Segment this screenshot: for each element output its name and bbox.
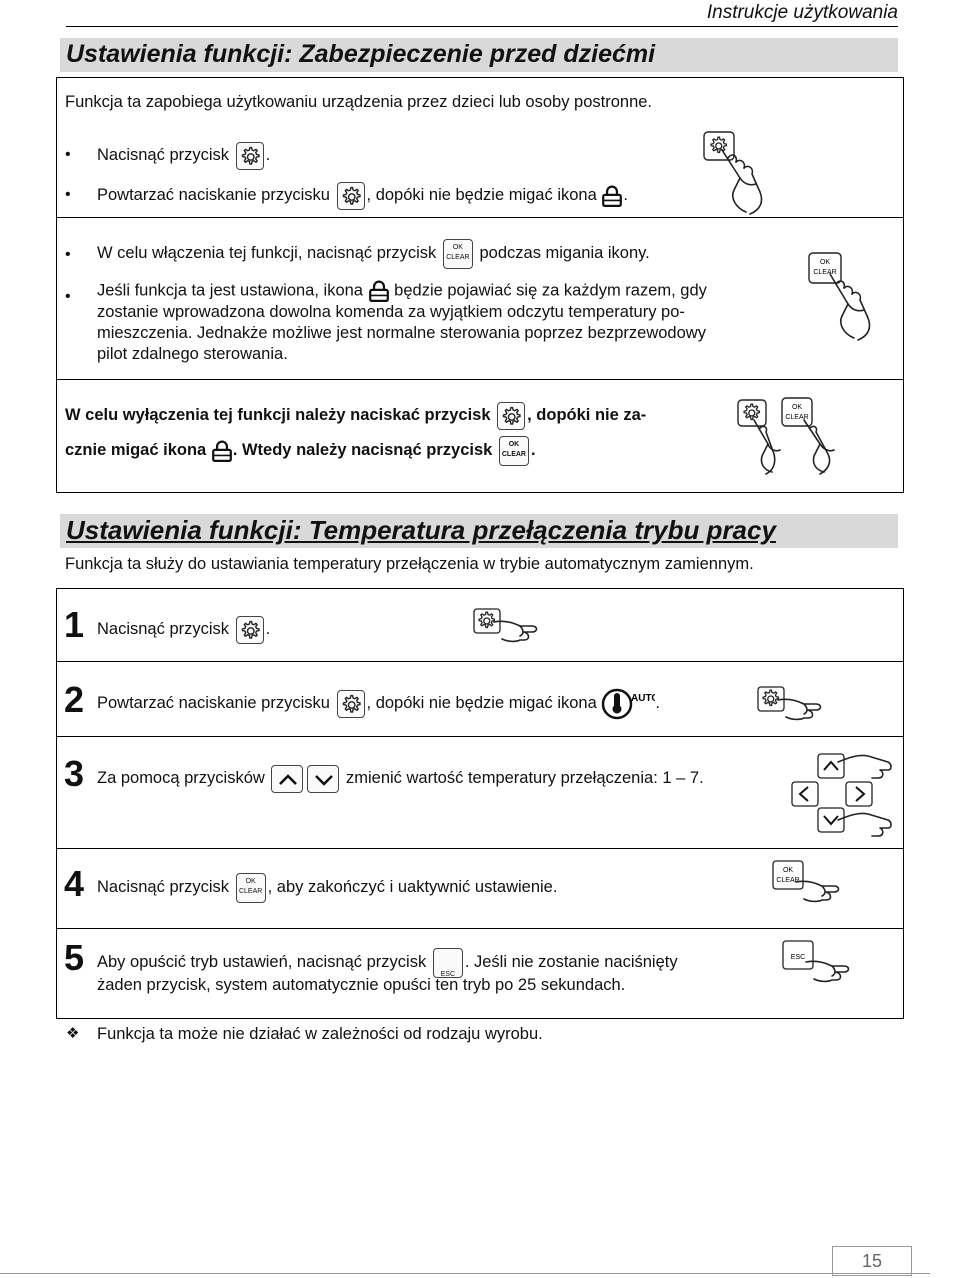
ok-clear-button-icon: OK CLEAR [236,873,266,903]
step-text: Nacisnąć przycisk . [97,612,270,646]
step-text: Nacisnąć przycisk . [97,138,270,172]
ok-clear-button-icon: OK CLEAR [443,239,473,269]
section-title-child-lock: Ustawienia funkcji: Zabezpieczenie przed dziećmi [60,38,898,72]
bullet-icon: • [65,246,71,263]
press-ok-illustration [770,858,860,908]
diamond-bullet-icon: ❖ [66,1025,80,1042]
settings-button-icon [337,182,365,210]
svg-text:CLEAR: CLEAR [776,877,800,884]
divider [57,379,903,380]
step-number: 3 [64,753,85,794]
step-text-line: pilot zdalnego sterowania. [97,345,288,363]
footer-line [0,1273,930,1274]
ok-clear-button-icon: OK CLEAR [499,436,529,466]
settings-button-icon [236,142,264,170]
step-text: W celu włączenia tej funkcji, nacisnąć przycisk OK CLEAR podczas migania ikony. [97,236,650,270]
switch-temp-intro: Funkcja ta służy do ustawiania temperatury przełączenia w trybie automatycznym zamiennym. [65,555,754,573]
auto-thermometer-icon [601,688,655,720]
product-note: Funkcja ta może nie działać w zależności od rodzaju wyrobu. [97,1025,543,1043]
press-esc-illustration [780,938,880,988]
lock-icon [211,440,233,462]
press-settings-illustration [472,606,548,646]
deactivate-text-1: W celu wyłączenia tej funkcji należy naciskać przycisk , dopóki nie za- [65,398,646,432]
step-text: Powtarzać naciskanie przycisku , dopóki nie będzie migać ikona AUT . [97,686,660,720]
lock-icon [368,280,390,302]
step-text: Jeśli funkcja ta jest ustawiona, ikona będzie pojawiać się za każdym razem, gdy [97,280,707,302]
svg-text:OK: OK [791,404,803,411]
bullet-icon: • [65,146,71,163]
bullet-icon: • [65,186,71,203]
press-ok-illustration [806,250,886,350]
lock-icon [601,185,623,207]
svg-text:CLEAR: CLEAR [813,269,837,276]
svg-text:AUTO: AUT [631,692,652,704]
svg-text:CLEAR: CLEAR [785,414,809,421]
step-number: 2 [64,679,85,720]
settings-button-icon [236,616,264,644]
step-number: 5 [64,937,85,978]
deactivate-illustration [734,396,868,480]
step-text: Nacisnąć przycisk OK CLEAR , aby zakończyć i uaktywnić ustawienie. [97,870,557,904]
section-title-switch-temp: Ustawienia funkcji: Temperatura przełączenia trybu pracy [60,514,898,548]
bullet-icon: • [65,288,71,305]
svg-text:OK: OK [782,867,794,874]
arrows-illustration [788,748,896,838]
press-settings-illustration [756,684,832,724]
esc-button-icon: ESC [433,948,463,978]
step-number: 4 [64,863,85,904]
step-text-line: żaden przycisk, system automatycznie opuści ten tryb po 25 sekundach. [97,976,626,994]
page-number: 15 [832,1246,912,1276]
divider [57,848,903,849]
down-button-icon [307,765,339,793]
svg-text:ESC: ESC [790,954,806,961]
press-settings-illustration [700,128,780,218]
step-text: Za pomocą przycisków zmienić wartość temperatury przełączenia: 1 – 7. [97,761,704,795]
divider [57,736,903,737]
step-number: 1 [64,604,85,645]
step-text: Aby opuścić tryb ustawień, nacisnąć przycisk ESC . Jeśli nie zostanie naciśnięty [97,945,678,979]
settings-button-icon [337,690,365,718]
deactivate-text-2: cznie migać ikona . Wtedy należy nacisnąć przycisk OK CLEAR . [65,433,536,467]
divider [57,661,903,662]
step-text-line: mieszczenia. Jednakże możliwe jest normalne sterowania poprzez bezprzewodowy [97,324,706,342]
svg-text:OK: OK [819,259,831,266]
settings-button-icon [497,402,525,430]
up-button-icon [271,765,303,793]
child-lock-intro: Funkcja ta zapobiega użytkowaniu urządzenia przez dzieci lub osoby postronne. [65,93,653,111]
step-text: Powtarzać naciskanie przycisku , dopóki nie będzie migać ikona . [97,178,628,212]
document-header: Instrukcje użytkowania [66,0,898,27]
divider [57,928,903,929]
step-text-line: zostanie wprowadzona dowolna komenda za wyjątkiem odczytu temperatury po- [97,303,685,321]
